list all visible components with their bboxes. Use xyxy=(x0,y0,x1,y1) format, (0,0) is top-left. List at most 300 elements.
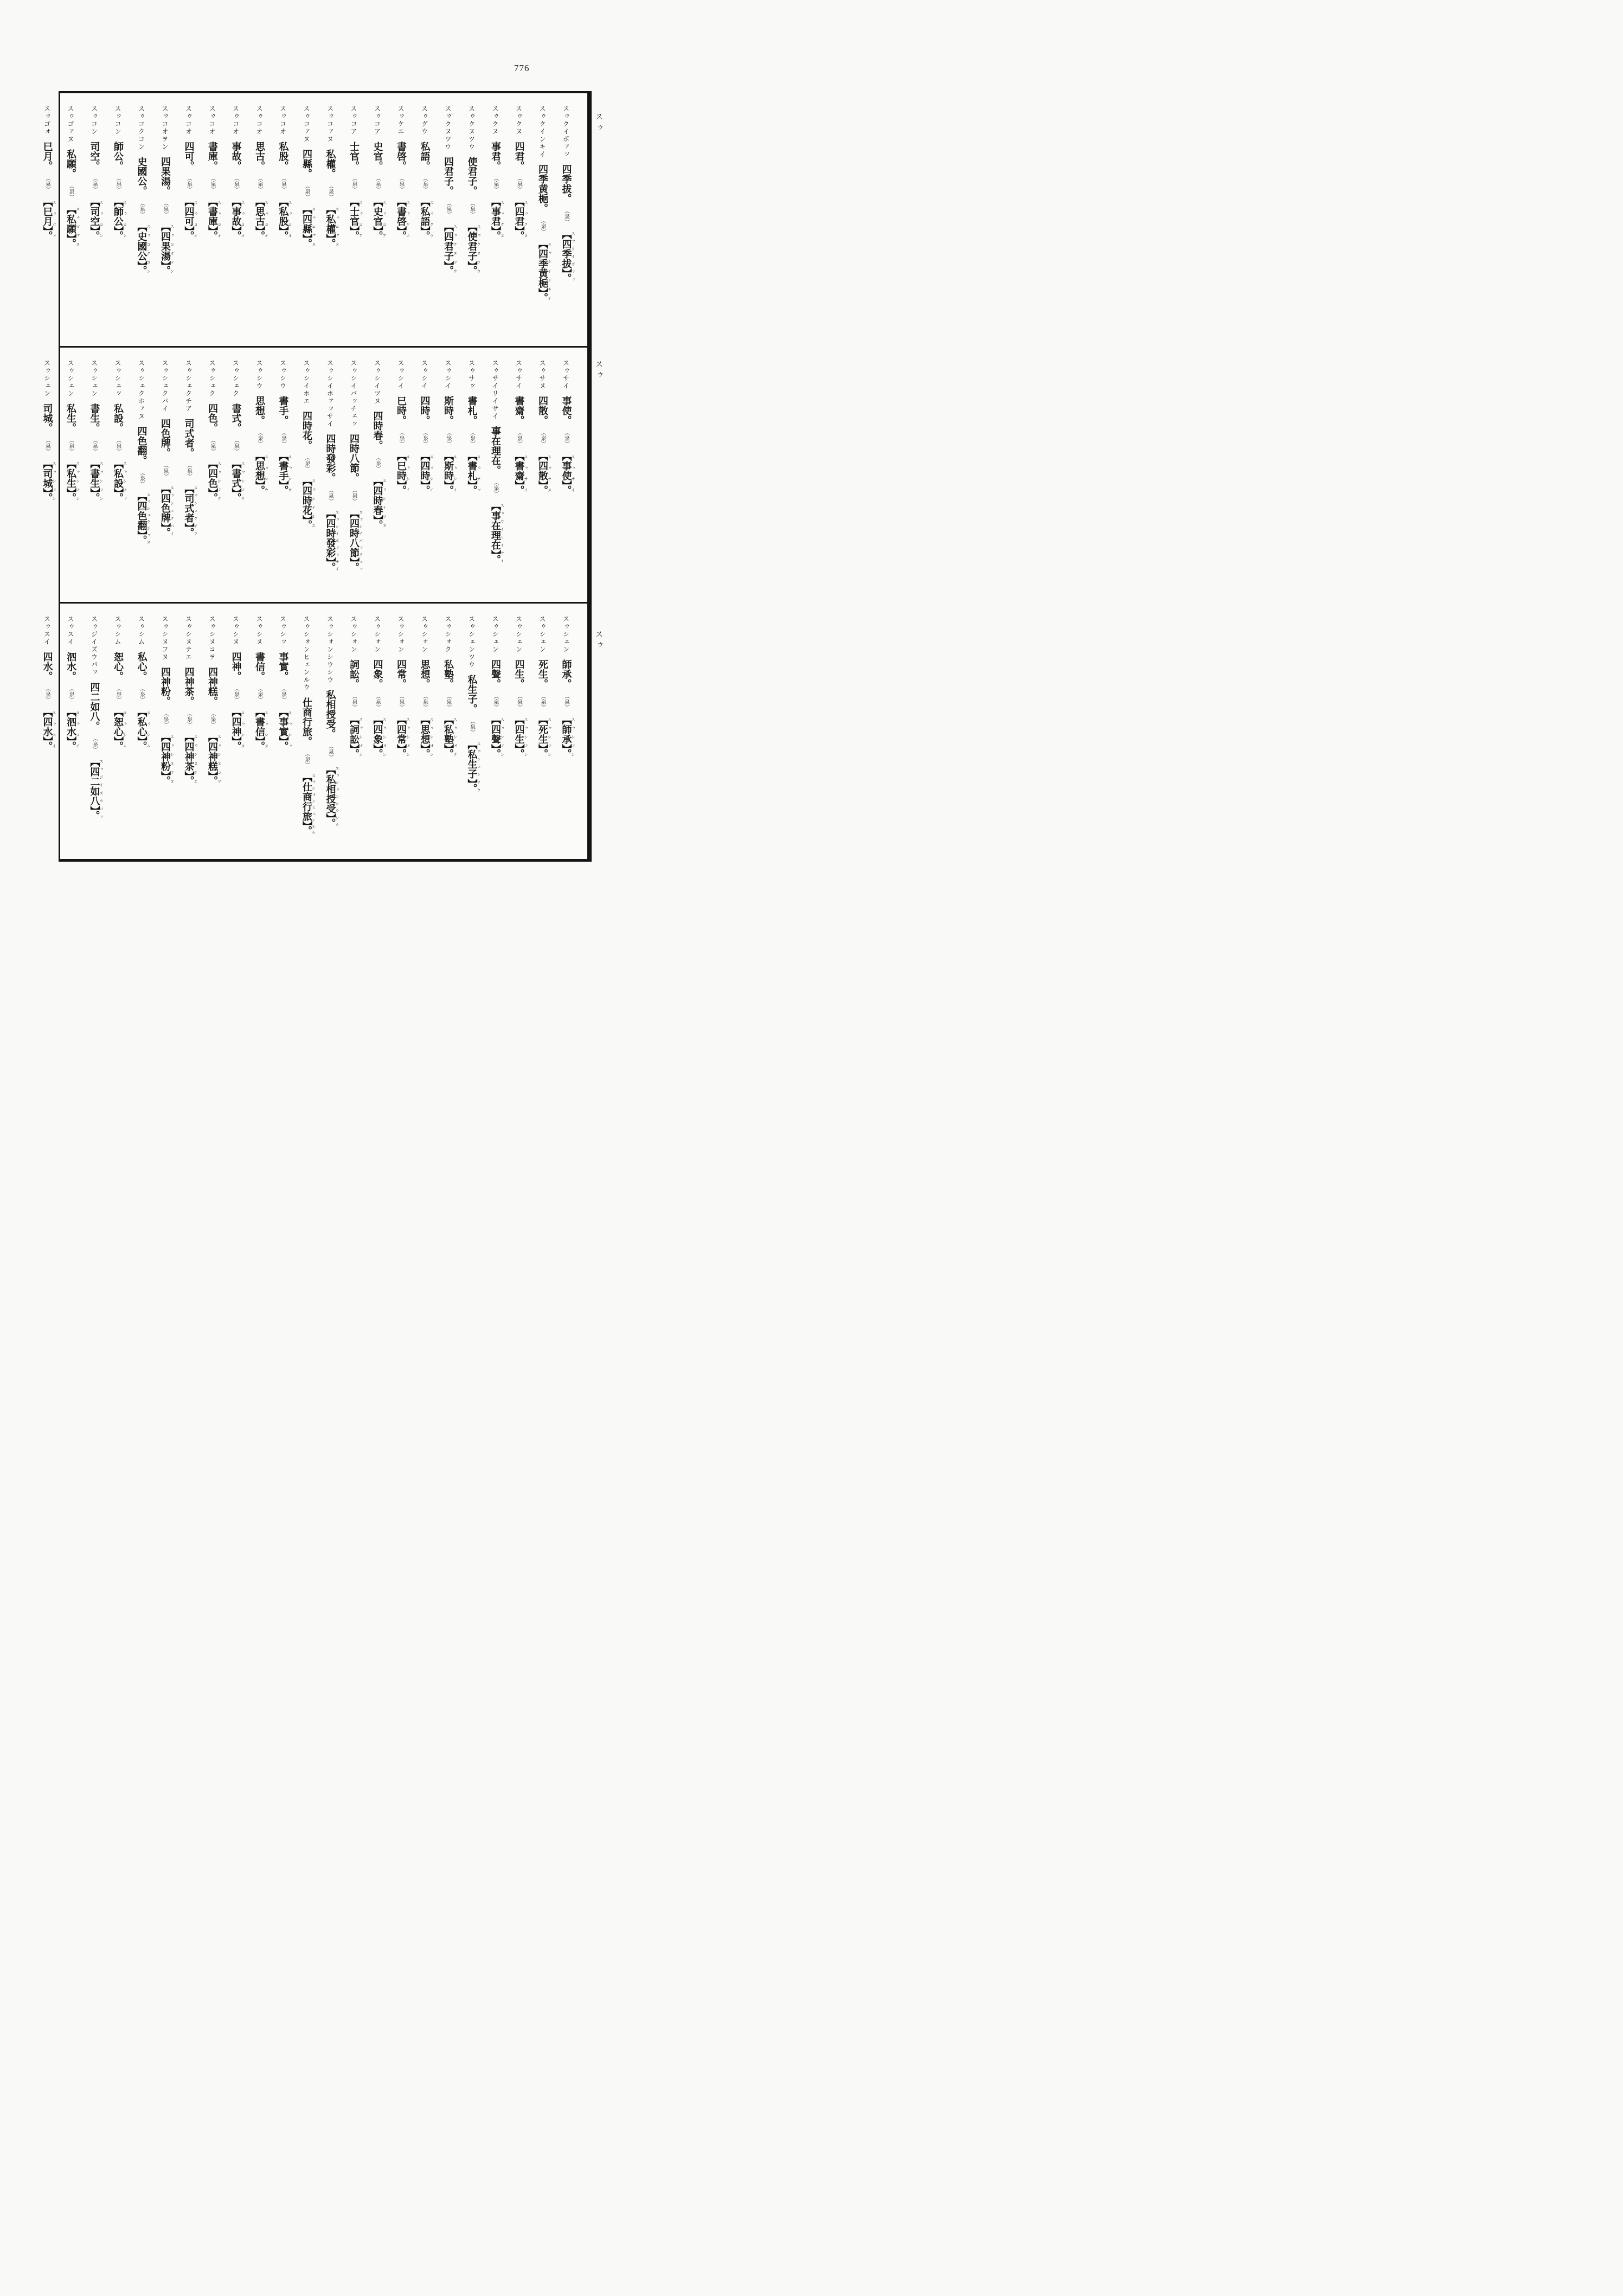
entry-source-mark: （泉） xyxy=(233,686,239,703)
dictionary-entry xyxy=(537,615,552,853)
entry-bracket-headword: 【四君】。 xyxy=(513,197,525,241)
dictionary-entry xyxy=(230,615,246,853)
entry-bracket-headword: 【四散】。 xyxy=(537,451,548,496)
entry-bracket xyxy=(65,459,80,503)
entry-ruby-reading: スゥシォン xyxy=(358,715,363,759)
dictionary-entry xyxy=(301,105,316,342)
dictionary-entry xyxy=(561,105,576,342)
entry-bracket-headword: 【事使】。 xyxy=(560,451,572,496)
entry-bracket xyxy=(65,204,80,249)
entry-source-mark: （泉） xyxy=(327,183,333,200)
entry-headword: 四可。 xyxy=(183,142,195,171)
entry-bracket-headword: 【四象】。 xyxy=(371,715,383,759)
entry-headword: 四象。 xyxy=(371,659,383,689)
dictionary-entry xyxy=(325,615,340,853)
dictionary-entry xyxy=(89,360,104,598)
entry-bracket xyxy=(395,197,410,241)
entry-ruby-reading: スゥクヌ xyxy=(524,197,528,241)
entry-source-mark: （泉） xyxy=(492,176,498,193)
entry-bracket xyxy=(371,197,387,241)
entry-headword: 四神茶。 xyxy=(183,667,195,707)
entry-source-mark: （泉） xyxy=(209,176,215,193)
entry-reading: スゥシェン xyxy=(67,360,74,397)
entry-headword: 四神粉。 xyxy=(159,667,171,707)
dictionary-entry xyxy=(278,615,293,853)
entry-source-mark: （泉） xyxy=(304,183,310,200)
entry-source-mark: （泉） xyxy=(327,743,333,760)
dictionary-entry xyxy=(230,105,246,342)
entry-ruby-reading: スゥサッ xyxy=(477,451,481,496)
entry-reading: スゥサヌ xyxy=(538,360,546,390)
entry-reading: スゥジイズウパッ xyxy=(90,615,98,676)
dictionary-entry xyxy=(42,360,57,598)
entry-ruby-reading: スゥゴォ xyxy=(52,197,56,241)
entry-ruby-reading: スゥコオ xyxy=(241,197,245,241)
dictionary-entry xyxy=(442,105,458,342)
entry-bracket-headword: 【四神糕】。 xyxy=(207,732,218,786)
entry-bracket xyxy=(419,197,434,241)
entry-bracket-headword: 【四水】。 xyxy=(41,707,53,752)
entry-bracket xyxy=(207,732,222,786)
dictionary-entry xyxy=(514,105,529,342)
entry-bracket-headword: 【巳時】。 xyxy=(395,451,407,496)
entry-bracket-headword: 【四時發彩】。 xyxy=(324,509,336,573)
entry-reading: スゥシォク xyxy=(444,615,452,653)
entry-reading: スゥコァヌ xyxy=(303,105,310,143)
entry-bracket xyxy=(230,197,245,241)
entry-headword: 仕商行旅。 xyxy=(301,697,312,747)
entry-reading: スゥサッ xyxy=(467,360,476,390)
entry-bracket xyxy=(277,451,292,496)
entry-headword: 死生。 xyxy=(537,659,548,689)
dictionary-entry xyxy=(65,615,80,853)
entry-bracket xyxy=(442,715,458,759)
entry-ruby-reading: スゥシイホァッサイ xyxy=(335,509,339,573)
entry-ruby-reading: スゥシヌ xyxy=(264,707,269,752)
entry-reading: スゥシェン xyxy=(491,615,499,653)
entry-bracket-headword: 【四時花】。 xyxy=(301,476,312,530)
entry-reading: スゥシヌ xyxy=(255,615,263,646)
entry-headword: 事在理在。 xyxy=(490,426,501,476)
entry-source-mark: （泉） xyxy=(68,183,74,200)
entry-bracket-headword: 【司空】。 xyxy=(88,197,100,241)
entry-reading: スゥコオ xyxy=(279,105,287,136)
entry-source-mark: （泉） xyxy=(469,201,475,217)
entry-reading: スゥグウ xyxy=(420,105,428,136)
entry-bracket-headword: 【史國公】。 xyxy=(136,222,147,276)
entry-reading: スゥコオ xyxy=(208,105,216,136)
entry-source-mark: （泉） xyxy=(209,438,215,454)
dictionary-entry xyxy=(89,105,104,342)
entry-bracket xyxy=(159,484,175,538)
entry-ruby-reading: スゥシッ xyxy=(288,707,292,752)
entry-ruby-reading: スゥシウ xyxy=(288,451,292,496)
entry-bracket-headword: 【使君子】。 xyxy=(466,222,478,276)
entry-reading: スゥシイ xyxy=(397,360,405,390)
entry-headword: 書手。 xyxy=(277,396,289,426)
entry-ruby-reading: スゥゴァヌ xyxy=(75,204,80,249)
dictionary-entry xyxy=(207,105,222,342)
entry-source-mark: （泉） xyxy=(233,176,239,193)
entry-ruby-reading: スゥケエ xyxy=(406,197,410,241)
entry-ruby-reading: スゥシヌコヲ xyxy=(217,732,222,786)
entry-bracket xyxy=(324,509,339,573)
entry-ruby-reading: スゥシイホエ xyxy=(311,476,316,530)
entry-headword: 書式。 xyxy=(230,403,242,433)
entry-ruby-reading: スゥサイ xyxy=(524,451,528,496)
entry-reading: スゥスイ xyxy=(43,615,51,646)
entry-bracket-headword: 【四縣】。 xyxy=(301,204,312,249)
entry-bracket-headword: 【思古】。 xyxy=(254,197,265,241)
entry-ruby-reading: スゥコオ xyxy=(217,197,222,241)
dictionary-entry xyxy=(395,615,410,853)
entry-bracket-headword: 【士官】。 xyxy=(348,197,360,241)
dictionary-entry xyxy=(372,360,387,598)
entry-bracket xyxy=(490,715,505,759)
dictionary-entry xyxy=(419,105,434,342)
entry-ruby-reading: スゥサイ xyxy=(571,451,575,496)
entry-reading: スゥシェン xyxy=(515,615,523,653)
entry-ruby-reading: スゥシウ xyxy=(264,451,269,496)
entry-headword: 司空。 xyxy=(88,142,100,171)
entry-reading: スゥシイ xyxy=(420,360,428,390)
entry-bracket-headword: 【四生】。 xyxy=(513,715,525,759)
dictionary-entry xyxy=(112,105,127,342)
entry-ruby-reading: スゥコン xyxy=(99,197,104,241)
entry-reading: スゥサイ xyxy=(515,360,523,390)
entry-bracket xyxy=(395,715,410,759)
entry-headword: 四時。 xyxy=(419,396,431,426)
entry-source-mark: （泉） xyxy=(304,751,310,768)
entry-bracket-headword: 【四季黄梔】。 xyxy=(537,239,548,303)
entry-ruby-reading: スゥコクコン xyxy=(146,222,151,276)
entry-source-mark: （泉） xyxy=(351,488,357,504)
entry-source-mark: （泉） xyxy=(421,694,428,710)
entry-source-mark: （泉） xyxy=(540,218,546,235)
entry-headword: 巳月。 xyxy=(41,142,53,171)
entry-reading: スゥケエ xyxy=(397,105,405,136)
entry-bracket-headword: 【四時】。 xyxy=(419,451,431,496)
entry-headword: 四水。 xyxy=(41,652,53,682)
entry-ruby-reading: スゥシヌ xyxy=(241,707,245,752)
entry-reading: スゥシェン xyxy=(538,615,546,653)
entry-headword: 四縣。 xyxy=(301,149,312,179)
entry-bracket xyxy=(88,757,104,821)
dictionary-entry xyxy=(514,615,529,853)
entry-source-mark: （泉） xyxy=(445,430,451,447)
entry-bracket xyxy=(88,197,104,241)
entry-bracket-headword: 【師公】。 xyxy=(112,197,124,241)
entry-reading: スゥシォンヒェンルウ xyxy=(303,615,310,691)
entry-reading: スゥコン xyxy=(114,105,121,136)
entry-source-mark: （泉） xyxy=(398,430,404,447)
entry-bracket xyxy=(112,197,127,241)
entry-bracket-headword: 【私生子】。 xyxy=(466,740,478,794)
entry-ruby-reading: スゥシイ xyxy=(429,451,434,496)
entry-ruby-reading: スゥスイ xyxy=(75,707,80,752)
entry-reading: スゥクインキイ xyxy=(538,105,546,158)
entry-bracket-headword: 【四時春】。 xyxy=(371,476,383,530)
entry-ruby-reading: スゥジイズウパッ xyxy=(99,757,104,821)
dictionary-entry xyxy=(348,360,363,598)
entry-headword: 思古。 xyxy=(254,142,265,171)
entry-bracket xyxy=(207,459,222,503)
entry-source-mark: （泉） xyxy=(563,430,569,447)
entry-ruby-reading: スゥシォン xyxy=(406,715,410,759)
entry-headword: 書信。 xyxy=(254,652,265,682)
entry-ruby-reading: スゥシォン xyxy=(429,715,434,759)
entry-ruby-reading: スゥクヌ xyxy=(500,197,505,241)
entry-source-mark: （泉） xyxy=(138,470,145,487)
entry-ruby-reading: スゥコオ xyxy=(264,197,269,241)
entry-bracket-headword: 【詞訟】。 xyxy=(348,715,360,759)
entry-bracket xyxy=(324,765,339,829)
entry-bracket xyxy=(371,476,387,530)
entry-source-mark: （泉） xyxy=(540,694,546,710)
entry-source-mark: （泉） xyxy=(138,201,145,217)
entry-source-mark: （泉） xyxy=(351,176,357,193)
entry-source-mark: （泉） xyxy=(233,438,239,454)
dictionary-entry xyxy=(490,615,505,853)
entries-band-bottom xyxy=(41,602,587,857)
dictionary-entry xyxy=(136,360,151,598)
entry-ruby-reading: スゥスイ xyxy=(52,707,56,752)
entry-source-mark: （泉） xyxy=(469,719,475,735)
dictionary-entry xyxy=(89,615,104,853)
entry-headword: 四常。 xyxy=(395,659,407,689)
entry-bracket-headword: 【書庫】。 xyxy=(207,197,218,241)
entry-bracket xyxy=(301,772,316,836)
entry-bracket-headword: 【私權】。 xyxy=(324,204,336,249)
entry-ruby-reading: スゥシェン xyxy=(524,715,528,759)
entry-ruby-reading: スゥシム xyxy=(146,707,151,752)
entry-bracket xyxy=(537,239,552,303)
entry-headword: 四神。 xyxy=(230,652,242,682)
entry-headword: 事故。 xyxy=(230,142,242,171)
entry-bracket xyxy=(537,451,552,496)
entry-bracket xyxy=(41,197,56,241)
entry-headword: 四二如八。 xyxy=(88,682,100,732)
entry-headword: 史官。 xyxy=(371,142,383,171)
dictionary-entry xyxy=(561,360,576,598)
entry-bracket xyxy=(348,715,363,759)
entry-headword: 四季黄梔。 xyxy=(537,164,548,214)
entry-ruby-reading: スゥクイポァッ xyxy=(571,229,575,284)
entry-reading: スゥコオヲン xyxy=(161,105,169,151)
entry-bracket xyxy=(537,715,552,759)
entry-source-mark: （泉） xyxy=(280,430,286,447)
entry-ruby-reading: スゥコァヌ xyxy=(335,204,339,249)
entry-headword: 四色翻。 xyxy=(136,426,147,466)
entry-bracket xyxy=(466,222,481,276)
entry-reading: スゥシェンツウ xyxy=(467,615,476,669)
entry-headword: 師承。 xyxy=(560,659,572,689)
entry-reading: スゥコァヌ xyxy=(326,105,334,143)
entry-bracket-headword: 【書手】。 xyxy=(277,451,289,496)
entry-bracket xyxy=(112,459,127,503)
entry-source-mark: （泉） xyxy=(138,686,145,703)
entry-reading: スゥシォン xyxy=(397,615,405,653)
entry-bracket xyxy=(466,451,481,496)
dictionary-entry xyxy=(42,105,57,342)
dictionary-entry xyxy=(207,360,222,598)
entry-bracket xyxy=(159,222,175,276)
entry-ruby-reading: スゥコァヌ xyxy=(311,204,316,249)
entry-bracket xyxy=(560,715,575,759)
entry-source-mark: （泉） xyxy=(374,176,381,193)
entry-bracket-headword: 【仕商行旅】。 xyxy=(301,772,312,836)
entries-band-middle xyxy=(41,346,587,602)
entry-bracket-headword: 【私語】。 xyxy=(419,197,431,241)
entry-ruby-reading: スゥシェン xyxy=(52,459,56,503)
entry-headword: 師公。 xyxy=(112,142,124,171)
dictionary-entry xyxy=(325,360,340,598)
dictionary-entry xyxy=(466,105,482,342)
entry-bracket xyxy=(560,451,575,496)
entry-reading: スゥシイホエ xyxy=(303,360,310,405)
entry-source-mark: （泉） xyxy=(563,694,569,710)
entry-reading: スゥクヌ xyxy=(491,105,499,136)
entry-bracket-headword: 【事實】。 xyxy=(277,707,289,752)
entry-reading: スゥシェッ xyxy=(114,360,121,397)
entry-ruby-reading: スゥコン xyxy=(123,197,127,241)
entry-bracket-headword: 【私股】。 xyxy=(277,197,289,241)
entry-reading: スゥシェクパイ xyxy=(161,360,169,413)
dictionary-entry xyxy=(230,360,246,598)
dictionary-entry xyxy=(325,105,340,342)
dictionary-entry xyxy=(159,105,175,342)
entry-source-mark: （泉） xyxy=(304,455,310,472)
entry-reading: スゥシム xyxy=(114,615,121,646)
entry-bracket xyxy=(183,197,198,241)
dictionary-entry xyxy=(159,360,175,598)
entry-reading: スゥコア xyxy=(350,105,357,136)
entry-reading: スゥシェクホァヌ xyxy=(137,360,145,420)
entry-source-mark: （泉） xyxy=(563,208,569,225)
dictionary-entry xyxy=(278,105,293,342)
entry-bracket xyxy=(348,197,363,241)
entry-reading: スゥシェクチア xyxy=(184,360,193,413)
entry-headword: 恕心。 xyxy=(112,652,124,682)
entry-bracket-headword: 【四色牌】。 xyxy=(159,484,171,538)
entry-headword: 事君。 xyxy=(490,142,501,171)
entry-source-mark: （泉） xyxy=(185,711,192,728)
entry-ruby-reading: スゥコオヲン xyxy=(170,222,175,276)
entry-reading: スゥシウ xyxy=(255,360,263,390)
entry-headword: 四散。 xyxy=(537,396,548,426)
entry-headword: 四君。 xyxy=(513,142,525,171)
entry-bracket-headword: 【事故】。 xyxy=(230,197,242,241)
entry-reading: スゥサイリイサイ xyxy=(491,360,499,420)
dictionary-page-frame xyxy=(41,91,592,862)
entry-bracket xyxy=(254,197,269,241)
entry-source-mark: （泉） xyxy=(115,438,121,454)
entry-reading: スゥスイ xyxy=(67,615,74,646)
entry-ruby-reading: スゥシイツヌ xyxy=(382,476,387,530)
entry-source-mark: （泉） xyxy=(421,176,428,193)
entry-ruby-reading: スゥシェン xyxy=(571,715,575,759)
entry-source-mark: （泉） xyxy=(91,736,98,753)
dictionary-entry xyxy=(136,105,151,342)
entry-bracket xyxy=(230,459,245,503)
entry-ruby-reading: スゥシェッ xyxy=(123,459,127,503)
dictionary-entry xyxy=(301,615,316,853)
entry-ruby-reading: スゥシェン xyxy=(75,459,80,503)
margin-index-label-middle: スゥ xyxy=(594,360,603,382)
entry-bracket-headword: 【四聲】。 xyxy=(490,715,501,759)
entry-source-mark: （泉） xyxy=(44,176,50,193)
entry-ruby-reading: スゥシェン xyxy=(547,715,552,759)
entry-bracket-headword: 【司城】。 xyxy=(41,459,53,503)
entry-source-mark: （泉） xyxy=(91,176,98,193)
entry-headword: 士官。 xyxy=(348,142,360,171)
dictionary-entry xyxy=(278,360,293,598)
entry-source-mark: （泉） xyxy=(492,694,498,710)
entry-bracket xyxy=(112,707,127,752)
entry-bracket-headword: 【事在理在】。 xyxy=(490,501,501,565)
entry-bracket xyxy=(513,451,528,496)
entry-reading: スゥシヌフヌ xyxy=(161,615,169,661)
entry-bracket-headword: 【四神茶】。 xyxy=(183,732,195,786)
entry-ruby-reading: スゥシォンヒェンルウ xyxy=(311,772,316,836)
entry-headword: 私塾。 xyxy=(442,659,454,689)
entry-bracket xyxy=(159,732,175,786)
entry-source-mark: （泉） xyxy=(44,438,50,454)
entry-bracket xyxy=(466,740,481,794)
entry-headword: 四生。 xyxy=(513,659,525,689)
entry-reading: スゥシヌ xyxy=(232,615,240,646)
dictionary-entry xyxy=(207,615,222,853)
dictionary-entry xyxy=(537,360,552,598)
entry-bracket xyxy=(254,707,269,752)
entry-headword: 四君子。 xyxy=(442,157,454,196)
entry-reading: スゥシェク xyxy=(232,360,240,397)
entry-headword: 私股。 xyxy=(277,142,289,171)
entry-ruby-reading: スゥグウ xyxy=(429,197,434,241)
dictionary-entry xyxy=(112,360,127,598)
entry-ruby-reading: スゥシヌフヌ xyxy=(170,732,175,786)
dictionary-entry xyxy=(42,615,57,853)
entry-bracket-headword: 【史官】。 xyxy=(371,197,383,241)
entry-headword: 書札。 xyxy=(466,396,478,426)
entry-reading: スゥシェク xyxy=(208,360,216,397)
entry-bracket-headword: 【恕心】。 xyxy=(112,707,124,752)
entry-bracket xyxy=(490,197,505,241)
margin-index-label-bottom: スゥ xyxy=(594,630,603,652)
dictionary-entry xyxy=(348,105,363,342)
dictionary-entry xyxy=(419,615,434,853)
dictionary-entry xyxy=(348,615,363,853)
entry-reading: スゥシォン xyxy=(350,615,357,653)
entry-source-mark: （泉） xyxy=(115,176,121,193)
entry-bracket-headword: 【事君】。 xyxy=(490,197,501,241)
entry-headword: 四聲。 xyxy=(490,659,501,689)
entry-ruby-reading: スゥクインキイ xyxy=(547,239,552,303)
entry-reading: スゥクヌツウ xyxy=(467,105,476,151)
entry-bracket-headword: 【四色】。 xyxy=(207,459,218,503)
entry-reading: スゥコア xyxy=(373,105,381,136)
entry-reading: スゥクヌツウ xyxy=(444,105,452,151)
entry-bracket xyxy=(41,707,56,752)
entry-source-mark: （泉） xyxy=(374,694,381,710)
entry-ruby-reading: スゥシォン xyxy=(382,715,387,759)
entry-headword: 私權。 xyxy=(324,149,336,179)
entry-source-mark: （泉） xyxy=(516,694,522,710)
entry-headword: 書啓。 xyxy=(395,142,407,171)
dictionary-entry xyxy=(514,360,529,598)
entry-headword: 四神糕。 xyxy=(207,667,218,707)
entry-ruby-reading: スゥシェク xyxy=(217,459,222,503)
